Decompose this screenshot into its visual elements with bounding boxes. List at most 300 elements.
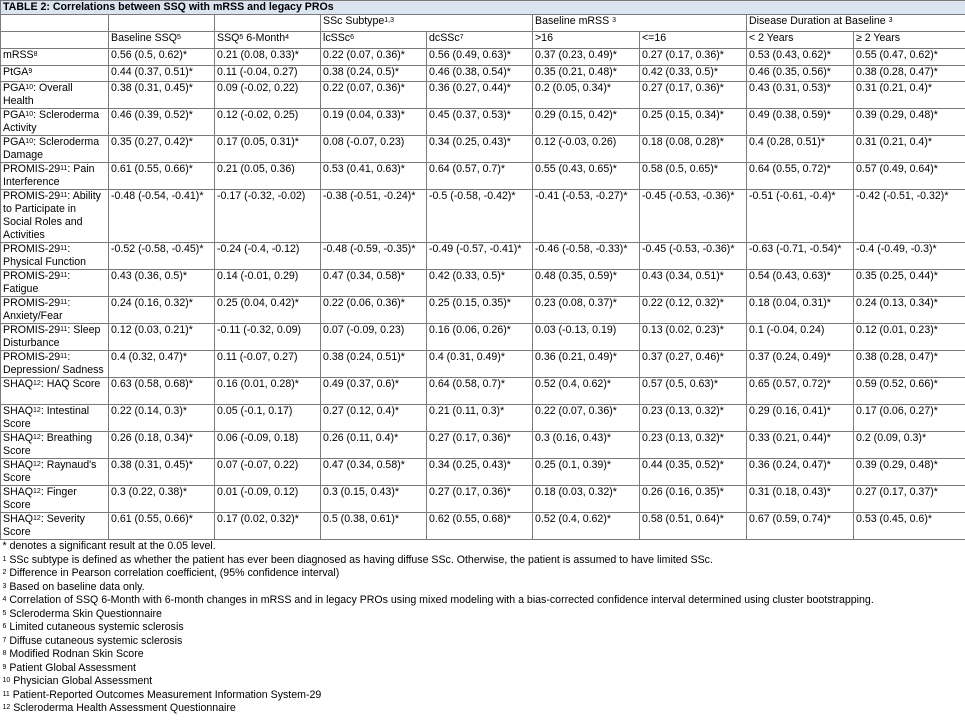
table-cell: 0.26 (0.18, 0.34)* bbox=[109, 432, 215, 459]
table-cell: 0.4 (0.28, 0.51)* bbox=[747, 136, 854, 163]
footnote bbox=[1, 540, 965, 554]
row-label-text: : Finger Score bbox=[3, 486, 77, 511]
row-label-text: PROMIS-29 bbox=[3, 243, 61, 255]
group-header-baseline-mrss bbox=[533, 15, 747, 32]
footnote-marker: 8 bbox=[33, 51, 38, 58]
footnote-marker: 1,3 bbox=[384, 17, 394, 24]
footnote-row bbox=[1, 648, 965, 662]
table-row bbox=[1, 513, 965, 540]
table-cell: 0.22 (0.07, 0.36)* bbox=[533, 405, 640, 432]
row-label-text: : Anxiety/Fear bbox=[3, 297, 71, 322]
footnote-marker: 5 bbox=[239, 34, 244, 41]
footnote-text: Difference in Pearson correlation coefficient, (95% confidence interval) bbox=[6, 567, 340, 579]
group-header-text: Baseline mRSS bbox=[535, 15, 610, 27]
table-cell: 0.18 (0.03, 0.32)* bbox=[533, 486, 640, 513]
table-cell: 0.21 (0.11, 0.3)* bbox=[427, 405, 533, 432]
table-row bbox=[1, 432, 965, 459]
footnote-marker: 12 bbox=[33, 488, 41, 495]
empty-header-cell bbox=[1, 15, 109, 32]
table-row bbox=[1, 49, 965, 66]
footnote bbox=[1, 635, 965, 649]
row-label bbox=[1, 405, 109, 432]
table-cell: -0.48 (-0.59, -0.35)* bbox=[321, 243, 427, 270]
group-header-duration bbox=[747, 15, 965, 32]
footnote-marker: 10 bbox=[25, 138, 34, 145]
table-cell: -0.52 (-0.58, -0.45)* bbox=[109, 243, 215, 270]
table-cell: -0.49 (-0.57, -0.41)* bbox=[427, 243, 533, 270]
table-cell: -0.45 (-0.53, -0.36)* bbox=[640, 190, 747, 243]
row-label bbox=[1, 351, 109, 378]
footnote-marker: 12 bbox=[2, 704, 11, 711]
footnote-marker: 11 bbox=[60, 165, 68, 172]
table-row bbox=[1, 297, 965, 324]
footnote-text: Scleroderma Health Assessment Questionnaire bbox=[10, 702, 236, 714]
table-row bbox=[1, 190, 965, 243]
footnote-row bbox=[1, 689, 965, 703]
table-row bbox=[1, 459, 965, 486]
table-cell: 0.24 (0.16, 0.32)* bbox=[109, 297, 215, 324]
table-cell: 0.23 (0.08, 0.37)* bbox=[533, 297, 640, 324]
footnote-row bbox=[1, 702, 965, 716]
row-label-text: SHAQ bbox=[3, 378, 34, 390]
table-cell: -0.45 (-0.53, -0.36)* bbox=[640, 243, 747, 270]
table-cell: 0.36 (0.21, 0.49)* bbox=[533, 351, 640, 378]
table-row bbox=[1, 109, 965, 136]
table-cell: 0.44 (0.35, 0.52)* bbox=[640, 459, 747, 486]
table-cell: 0.38 (0.28, 0.47)* bbox=[854, 65, 965, 82]
table-cell: 0.29 (0.15, 0.42)* bbox=[533, 109, 640, 136]
table-cell: 0.27 (0.17, 0.36)* bbox=[640, 49, 747, 66]
footnote-row bbox=[1, 635, 965, 649]
table-cell: 0.49 (0.37, 0.6)* bbox=[321, 378, 427, 405]
row-label-text: : Sleep Disturbance bbox=[3, 324, 101, 349]
footnote-marker: 6 bbox=[2, 623, 7, 630]
table-cell: 0.38 (0.31, 0.45)* bbox=[109, 82, 215, 109]
footnote-marker: 10 bbox=[25, 84, 34, 91]
footnote bbox=[1, 608, 965, 622]
column-header bbox=[854, 32, 965, 49]
row-label-text: : Fatigue bbox=[3, 270, 71, 295]
table-cell: 0.43 (0.36, 0.5)* bbox=[109, 270, 215, 297]
table-cell: 0.31 (0.18, 0.43)* bbox=[747, 486, 854, 513]
table-cell: 0.47 (0.34, 0.58)* bbox=[321, 459, 427, 486]
row-label-text: : Scleroderma Damage bbox=[3, 136, 100, 161]
row-label bbox=[1, 513, 109, 540]
column-header-row bbox=[1, 32, 965, 49]
table-cell: 0.61 (0.55, 0.66)* bbox=[109, 163, 215, 190]
row-label-text: PROMIS-29 bbox=[3, 190, 61, 202]
table-cell: 0.31 (0.21, 0.4)* bbox=[854, 136, 965, 163]
row-label bbox=[1, 163, 109, 190]
row-label-text: : Severity Score bbox=[3, 513, 85, 538]
table-cell: 0.38 (0.24, 0.51)* bbox=[321, 351, 427, 378]
footnote-text: Scleroderma Skin Questionnaire bbox=[6, 607, 162, 620]
row-label-text: : Physical Function bbox=[3, 243, 87, 268]
table-cell: 0.06 (-0.09, 0.18) bbox=[215, 432, 321, 459]
row-label-text: mRSS bbox=[3, 49, 34, 61]
footnote bbox=[1, 594, 965, 608]
table-cell: 0.45 (0.37, 0.53)* bbox=[427, 109, 533, 136]
row-label-text: PROMIS-29 bbox=[3, 270, 61, 282]
row-label-text: : Intestinal Score bbox=[3, 405, 90, 430]
table-cell: 0.42 (0.33, 0.5)* bbox=[427, 270, 533, 297]
table-cell: -0.42 (-0.51, -0.32)* bbox=[854, 190, 965, 243]
row-label-text: SHAQ bbox=[3, 459, 34, 471]
table-cell: 0.56 (0.49, 0.63)* bbox=[427, 49, 533, 66]
table-row bbox=[1, 163, 965, 190]
table-row bbox=[1, 405, 965, 432]
table-cell: 0.4 (0.31, 0.49)* bbox=[427, 351, 533, 378]
table-cell: 0.1 (-0.04, 0.24) bbox=[747, 324, 854, 351]
table-cell: 0.42 (0.33, 0.5)* bbox=[640, 65, 747, 82]
table-cell: -0.41 (-0.53, -0.27)* bbox=[533, 190, 640, 243]
table-cell: 0.01 (-0.09, 0.12) bbox=[215, 486, 321, 513]
footnote-row bbox=[1, 567, 965, 581]
table-row bbox=[1, 65, 965, 82]
footnote-text: Physician Global Assessment bbox=[10, 675, 153, 687]
row-label-text: PGA bbox=[3, 82, 26, 94]
table-cell: 0.5 (0.38, 0.61)* bbox=[321, 513, 427, 540]
table-cell: 0.25 (0.15, 0.34)* bbox=[640, 109, 747, 136]
row-label bbox=[1, 378, 109, 405]
table-cell: 0.53 (0.45, 0.6)* bbox=[854, 513, 965, 540]
table-cell: 0.22 (0.07, 0.36)* bbox=[321, 49, 427, 66]
table-cell: 0.64 (0.58, 0.7)* bbox=[427, 378, 533, 405]
table-cell: -0.4 (-0.49, -0.3)* bbox=[854, 243, 965, 270]
row-label bbox=[1, 324, 109, 351]
table-cell: 0.3 (0.22, 0.38)* bbox=[109, 486, 215, 513]
table-cell: 0.27 (0.17, 0.36)* bbox=[640, 82, 747, 109]
table-cell: 0.64 (0.55, 0.72)* bbox=[747, 163, 854, 190]
footnote-text: Correlation of SSQ 6-Month with 6-month changes in mRSS and in legacy PROs using mixed modeling with a bias-corrected confidence interval determined using cluster bootstrapping. bbox=[6, 594, 874, 606]
footnote-marker: 11 bbox=[60, 192, 68, 199]
row-label-text: PROMIS-29 bbox=[3, 163, 61, 175]
table-cell: -0.48 (-0.54, -0.41)* bbox=[109, 190, 215, 243]
footnote bbox=[1, 702, 965, 716]
footnote-marker: 11 bbox=[2, 690, 10, 698]
table-row bbox=[1, 486, 965, 513]
footnote-marker: 3 bbox=[612, 17, 617, 24]
table-cell: 0.33 (0.21, 0.44)* bbox=[747, 432, 854, 459]
table-row bbox=[1, 270, 965, 297]
table-cell: -0.17 (-0.32, -0.02) bbox=[215, 190, 321, 243]
table-cell: 0.62 (0.55, 0.68)* bbox=[427, 513, 533, 540]
table-cell: 0.39 (0.29, 0.48)* bbox=[854, 459, 965, 486]
table-cell: 0.11 (-0.04, 0.27) bbox=[215, 65, 321, 82]
table-cell: 0.53 (0.43, 0.62)* bbox=[747, 49, 854, 66]
footnote-row bbox=[1, 675, 965, 689]
table-cell: 0.58 (0.51, 0.64)* bbox=[640, 513, 747, 540]
table-cell: 0.43 (0.31, 0.53)* bbox=[747, 82, 854, 109]
footnote-marker: 12 bbox=[33, 407, 41, 414]
table-cell: -0.38 (-0.51, -0.24)* bbox=[321, 190, 427, 243]
table-cell: 0.39 (0.29, 0.48)* bbox=[854, 109, 965, 136]
row-label bbox=[1, 297, 109, 324]
row-label-text: : Breathing Score bbox=[3, 432, 93, 457]
table-cell: 0.31 (0.21, 0.4)* bbox=[854, 82, 965, 109]
footnote-row bbox=[1, 581, 965, 595]
column-header-text: 6-Month bbox=[243, 32, 286, 44]
table-cell: -0.24 (-0.4, -0.12) bbox=[215, 243, 321, 270]
row-label-text: PROMIS-29 bbox=[3, 297, 61, 309]
footnote-marker: 8 bbox=[2, 650, 7, 657]
footnote-text: Based on baseline data only. bbox=[6, 580, 145, 593]
table-cell: 0.27 (0.17, 0.36)* bbox=[427, 432, 533, 459]
table-cell: 0.18 (0.04, 0.31)* bbox=[747, 297, 854, 324]
table-cell: 0.61 (0.55, 0.66)* bbox=[109, 513, 215, 540]
group-header-text: SSc Subtype bbox=[323, 15, 385, 27]
row-label bbox=[1, 82, 109, 109]
footnote-text: * denotes a significant result at the 0.05 level. bbox=[2, 540, 216, 552]
footnote bbox=[1, 581, 965, 595]
group-header-text: Disease Duration at Baseline bbox=[749, 15, 886, 27]
table-cell: 0.49 (0.38, 0.59)* bbox=[747, 109, 854, 136]
table-cell: 0.26 (0.11, 0.4)* bbox=[321, 432, 427, 459]
row-label-text: PROMIS-29 bbox=[3, 324, 61, 336]
table-cell: 0.11 (-0.07, 0.27) bbox=[215, 351, 321, 378]
column-header bbox=[640, 32, 747, 49]
table-title: TABLE 2: Correlations between SSQ with mRSS and legacy PROs bbox=[1, 1, 965, 15]
row-label bbox=[1, 136, 109, 163]
table-cell: 0.48 (0.35, 0.59)* bbox=[533, 270, 640, 297]
table-cell: 0.38 (0.31, 0.45)* bbox=[109, 459, 215, 486]
row-label bbox=[1, 49, 109, 66]
footnote-text: SSc subtype is defined as whether the patient has ever been diagnosed as having diffuse SSc. Otherwise, the patient is assumed to have limited SSc. bbox=[6, 553, 713, 566]
table-cell: 0.07 (-0.07, 0.22) bbox=[215, 459, 321, 486]
table-cell: 0.12 (-0.03, 0.26) bbox=[533, 136, 640, 163]
row-label-text: PROMIS-29 bbox=[3, 351, 61, 363]
table-cell: 0.25 (0.04, 0.42)* bbox=[215, 297, 321, 324]
table-cell: -0.63 (-0.71, -0.54)* bbox=[747, 243, 854, 270]
row-label bbox=[1, 243, 109, 270]
footnote-text: Patient-Reported Outcomes Measurement Information System-29 bbox=[9, 688, 322, 701]
footnote bbox=[1, 689, 965, 703]
table-cell: 0.03 (-0.13, 0.19) bbox=[533, 324, 640, 351]
column-header-text: <=16 bbox=[642, 32, 667, 44]
table-cell: 0.47 (0.34, 0.58)* bbox=[321, 270, 427, 297]
table-cell: 0.14 (-0.01, 0.29) bbox=[215, 270, 321, 297]
table-cell: 0.23 (0.13, 0.32)* bbox=[640, 432, 747, 459]
table-cell: 0.59 (0.52, 0.66)* bbox=[854, 378, 965, 405]
empty-header-cell bbox=[1, 32, 109, 49]
row-label bbox=[1, 65, 109, 82]
column-header-text: < 2 Years bbox=[749, 32, 794, 44]
footnote-row bbox=[1, 608, 965, 622]
column-header bbox=[747, 32, 854, 49]
footnote-marker: 4 bbox=[2, 596, 7, 603]
table-cell: 0.55 (0.43, 0.65)* bbox=[533, 163, 640, 190]
table-row bbox=[1, 324, 965, 351]
column-header bbox=[215, 32, 321, 49]
table-row bbox=[1, 243, 965, 270]
table-cell: 0.65 (0.57, 0.72)* bbox=[747, 378, 854, 405]
row-label-text: PtGA bbox=[3, 65, 29, 78]
table-cell: 0.34 (0.25, 0.43)* bbox=[427, 136, 533, 163]
row-label bbox=[1, 109, 109, 136]
row-label bbox=[1, 459, 109, 486]
table-cell: 0.29 (0.16, 0.41)* bbox=[747, 405, 854, 432]
footnote-row bbox=[1, 621, 965, 635]
table-cell: 0.37 (0.23, 0.49)* bbox=[533, 49, 640, 66]
table-cell: 0.26 (0.16, 0.35)* bbox=[640, 486, 747, 513]
table-row bbox=[1, 136, 965, 163]
footnote-marker: 11 bbox=[60, 299, 68, 306]
footnote-text: Patient Global Assessment bbox=[6, 661, 136, 674]
group-header-row bbox=[1, 15, 965, 32]
footnote-marker: 3 bbox=[888, 17, 893, 24]
footnotes bbox=[1, 540, 965, 716]
table-cell: 0.35 (0.21, 0.48)* bbox=[533, 65, 640, 82]
footnote-marker: 5 bbox=[2, 609, 7, 617]
table-cell: 0.54 (0.43, 0.63)* bbox=[747, 270, 854, 297]
row-label-text: PGA bbox=[3, 136, 26, 148]
column-header bbox=[321, 32, 427, 49]
table-cell: 0.25 (0.1, 0.39)* bbox=[533, 459, 640, 486]
footnote-marker: 7 bbox=[2, 636, 7, 644]
footnote bbox=[1, 648, 965, 662]
footnote-marker: 2 bbox=[2, 569, 7, 576]
row-label-text: : Raynaud's Score bbox=[3, 459, 97, 484]
column-header-text: lcSSc bbox=[323, 32, 351, 44]
footnote-row bbox=[1, 540, 965, 554]
empty-header-cell bbox=[109, 15, 215, 32]
footnote-row bbox=[1, 554, 965, 568]
table-cell: 0.36 (0.27, 0.44)* bbox=[427, 82, 533, 109]
footnote bbox=[1, 675, 965, 689]
table-cell: 0.36 (0.24, 0.47)* bbox=[747, 459, 854, 486]
table-cell: 0.2 (0.09, 0.3)* bbox=[854, 432, 965, 459]
empty-header-cell bbox=[215, 15, 321, 32]
row-label-text: SHAQ bbox=[3, 513, 34, 525]
table-cell: 0.08 (-0.07, 0.23) bbox=[321, 136, 427, 163]
table-cell: 0.22 (0.06, 0.36)* bbox=[321, 297, 427, 324]
row-label-text: SHAQ bbox=[3, 405, 34, 417]
footnote-marker: 12 bbox=[33, 380, 41, 387]
table-cell: 0.16 (0.01, 0.28)* bbox=[215, 378, 321, 405]
row-label-text: PGA bbox=[3, 109, 26, 121]
footnote-marker: 1 bbox=[2, 555, 7, 563]
footnote-marker: 10 bbox=[25, 111, 34, 118]
footnote bbox=[1, 567, 965, 581]
footnote-marker: 7 bbox=[459, 34, 464, 41]
row-label bbox=[1, 190, 109, 243]
table-cell: 0.53 (0.41, 0.63)* bbox=[321, 163, 427, 190]
table-row bbox=[1, 378, 965, 405]
table-cell: 0.58 (0.5, 0.65)* bbox=[640, 163, 747, 190]
footnote-text: Diffuse cutaneous systemic sclerosis bbox=[6, 634, 183, 647]
table-cell: 0.38 (0.24, 0.5)* bbox=[321, 65, 427, 82]
table-cell: -0.46 (-0.58, -0.33)* bbox=[533, 243, 640, 270]
table-cell: 0.24 (0.13, 0.34)* bbox=[854, 297, 965, 324]
table-cell: 0.56 (0.5, 0.62)* bbox=[109, 49, 215, 66]
table-cell: 0.55 (0.47, 0.62)* bbox=[854, 49, 965, 66]
footnote-row bbox=[1, 662, 965, 676]
table-cell: 0.52 (0.4, 0.62)* bbox=[533, 378, 640, 405]
table-cell: 0.21 (0.08, 0.33)* bbox=[215, 49, 321, 66]
row-label-text: : Scleroderma Activity bbox=[3, 109, 100, 134]
column-header-text: dcSSc bbox=[429, 32, 460, 44]
table-cell: 0.43 (0.34, 0.51)* bbox=[640, 270, 747, 297]
table-cell: 0.27 (0.17, 0.36)* bbox=[427, 486, 533, 513]
group-header-subtype bbox=[321, 15, 533, 32]
table-cell: 0.64 (0.57, 0.7)* bbox=[427, 163, 533, 190]
table-cell: 0.3 (0.15, 0.43)* bbox=[321, 486, 427, 513]
footnote bbox=[1, 662, 965, 676]
table-cell: 0.23 (0.13, 0.32)* bbox=[640, 405, 747, 432]
row-label-text: : Ability to Participate in Social Roles and Activities bbox=[3, 190, 101, 241]
column-header-text: ≥ 2 Years bbox=[856, 32, 901, 44]
column-header bbox=[533, 32, 640, 49]
table-cell: 0.27 (0.12, 0.4)* bbox=[321, 405, 427, 432]
table-cell: 0.21 (0.05, 0.36) bbox=[215, 163, 321, 190]
table-cell: 0.22 (0.07, 0.36)* bbox=[321, 82, 427, 109]
row-label-text: SHAQ bbox=[3, 432, 34, 444]
footnote-marker: 4 bbox=[285, 34, 289, 41]
table-cell: 0.37 (0.27, 0.46)* bbox=[640, 351, 747, 378]
footnote-marker: 12 bbox=[33, 434, 41, 441]
table-cell: 0.37 (0.24, 0.49)* bbox=[747, 351, 854, 378]
footnote bbox=[1, 621, 965, 635]
row-label-text: : Overall Health bbox=[3, 82, 73, 107]
footnote-marker: 12 bbox=[33, 461, 41, 468]
table-cell: 0.25 (0.15, 0.35)* bbox=[427, 297, 533, 324]
table-cell: 0.34 (0.25, 0.43)* bbox=[427, 459, 533, 486]
table-cell: 0.19 (0.04, 0.33)* bbox=[321, 109, 427, 136]
table-cell: 0.05 (-0.1, 0.17) bbox=[215, 405, 321, 432]
table-cell: 0.3 (0.16, 0.43)* bbox=[533, 432, 640, 459]
column-header bbox=[427, 32, 533, 49]
footnote-marker: 9 bbox=[2, 663, 7, 671]
table-cell: 0.44 (0.37, 0.51)* bbox=[109, 65, 215, 82]
table-cell: -0.51 (-0.61, -0.4)* bbox=[747, 190, 854, 243]
row-label-text: : Depression/ Sadness bbox=[3, 351, 104, 376]
footnote-text: Modified Rodnan Skin Score bbox=[6, 648, 144, 660]
table-body bbox=[1, 49, 965, 540]
footnote bbox=[1, 554, 965, 568]
footnote-text: Limited cutaneous systemic sclerosis bbox=[6, 621, 184, 633]
row-label bbox=[1, 486, 109, 513]
table-cell: 0.17 (0.02, 0.32)* bbox=[215, 513, 321, 540]
footnote-marker: 11 bbox=[60, 272, 68, 279]
row-label bbox=[1, 432, 109, 459]
table-cell: 0.16 (0.06, 0.26)* bbox=[427, 324, 533, 351]
row-label-text: : HAQ Score bbox=[40, 378, 101, 390]
table-cell: 0.17 (0.06, 0.27)* bbox=[854, 405, 965, 432]
table-cell: 0.2 (0.05, 0.34)* bbox=[533, 82, 640, 109]
table-cell: 0.22 (0.14, 0.3)* bbox=[109, 405, 215, 432]
column-header-text: >16 bbox=[535, 32, 553, 44]
table-cell: 0.09 (-0.02, 0.22) bbox=[215, 82, 321, 109]
row-label-text: : Pain Interference bbox=[3, 163, 95, 188]
table-cell: 0.35 (0.25, 0.44)* bbox=[854, 270, 965, 297]
table-cell: 0.38 (0.28, 0.47)* bbox=[854, 351, 965, 378]
table-cell: 0.57 (0.5, 0.63)* bbox=[640, 378, 747, 405]
footnote-marker: 10 bbox=[2, 677, 11, 684]
table-cell: 0.46 (0.39, 0.52)* bbox=[109, 109, 215, 136]
column-header bbox=[109, 32, 215, 49]
table-row bbox=[1, 351, 965, 378]
table-cell: 0.12 (0.01, 0.23)* bbox=[854, 324, 965, 351]
table-cell: 0.13 (0.02, 0.23)* bbox=[640, 324, 747, 351]
footnote-marker: 11 bbox=[60, 326, 68, 333]
footnote-marker: 11 bbox=[60, 353, 68, 360]
table-row bbox=[1, 82, 965, 109]
table-cell: 0.4 (0.32, 0.47)* bbox=[109, 351, 215, 378]
footnote-marker: 5 bbox=[176, 34, 181, 41]
row-label-text: SHAQ bbox=[3, 486, 34, 498]
table-cell: -0.11 (-0.32, 0.09) bbox=[215, 324, 321, 351]
table-cell: 0.12 (-0.02, 0.25) bbox=[215, 109, 321, 136]
